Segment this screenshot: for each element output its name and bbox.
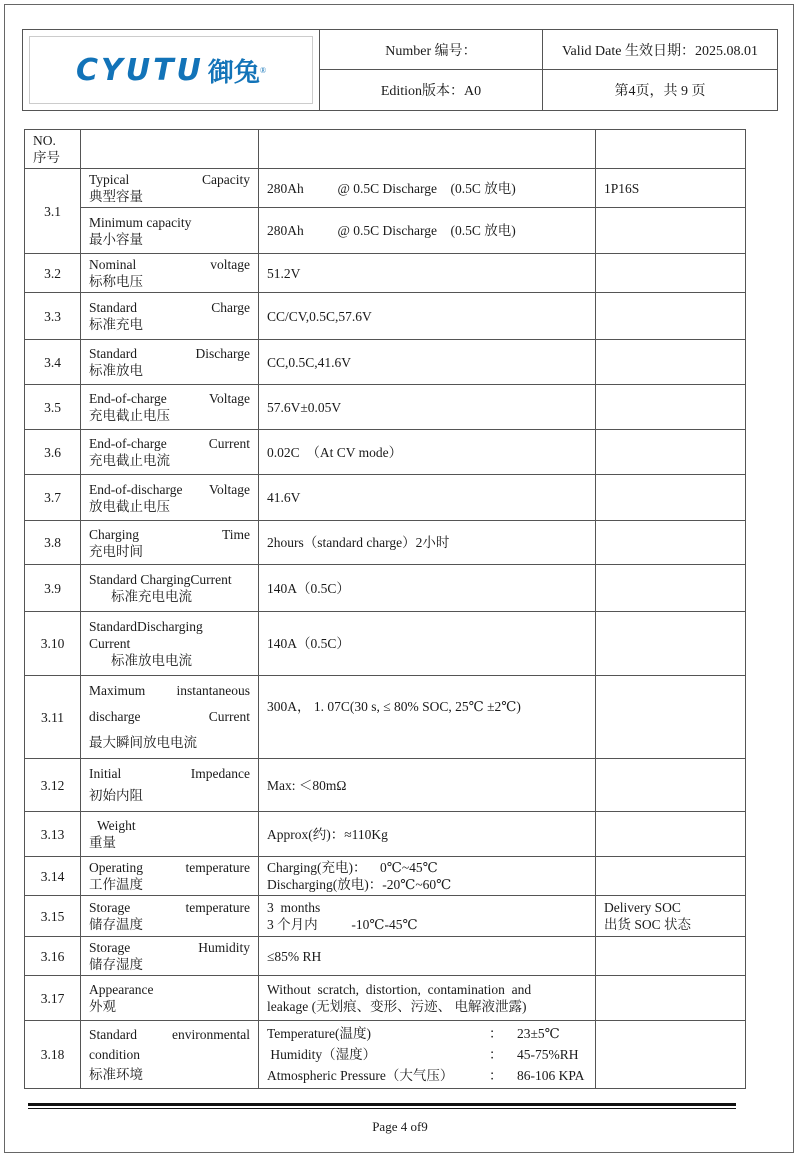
env-row: Temperature(温度) ： 23±5℃ bbox=[267, 1026, 560, 1041]
page-footer: Page 4 of9 bbox=[372, 1119, 428, 1134]
item-note: Delivery SOC 出货 SOC 状态 bbox=[596, 896, 746, 937]
item-value: 280Ah @ 0.5C Discharge (0.5C 放电) bbox=[259, 208, 596, 254]
row-number: 3.5 bbox=[25, 385, 81, 430]
row-number: 3.11 bbox=[25, 676, 81, 759]
item-label: Standard Charge 标准充电 bbox=[81, 293, 259, 340]
table-row bbox=[25, 612, 746, 676]
item-value: 41.6V bbox=[259, 475, 596, 521]
item-value: ≤85% RH bbox=[259, 937, 596, 976]
document-number: Number 编号： bbox=[320, 30, 542, 70]
table-row bbox=[25, 340, 746, 385]
item-note: 1P16S bbox=[596, 169, 746, 208]
table-row bbox=[25, 759, 746, 812]
item-value: CC/CV,0.5C,57.6V bbox=[259, 293, 596, 340]
env-row: Atmospheric Pressure（大气压） ： 86-106 KPA bbox=[267, 1068, 585, 1083]
item-value: Approx(约)：≈110Kg bbox=[259, 812, 596, 857]
table-row bbox=[25, 812, 746, 857]
item-value: 140A（0.5C） bbox=[259, 612, 596, 676]
row-number: 3.15 bbox=[25, 896, 81, 937]
table-row bbox=[25, 896, 746, 937]
row-number: 3.7 bbox=[25, 475, 81, 521]
row-number: 3.18 bbox=[25, 1021, 81, 1089]
table-row bbox=[25, 254, 746, 293]
row-number: 3.17 bbox=[25, 976, 81, 1021]
item-label: Operating temperature 工作温度 bbox=[81, 857, 259, 896]
item-value: 300A， 1. 07C(30 s, ≤ 80% SOC, 25℃ ±2℃) bbox=[259, 676, 596, 759]
row-number: 3.8 bbox=[25, 521, 81, 565]
logo-text: CYUTU bbox=[75, 52, 204, 88]
row-number: 3.4 bbox=[25, 340, 81, 385]
table-row bbox=[25, 385, 746, 430]
item-label: StandardDischarging Current 标准放电电流 bbox=[81, 612, 259, 676]
header-no: NO. 序号 bbox=[25, 130, 81, 169]
table-row bbox=[25, 475, 746, 521]
row-number: 3.6 bbox=[25, 430, 81, 475]
row-number: 3.10 bbox=[25, 612, 81, 676]
item-value: 3 months 3 个月内 -10℃-45℃ bbox=[259, 896, 596, 937]
document-header bbox=[22, 29, 778, 111]
page-info: 第4页，共 9 页 bbox=[542, 70, 777, 110]
item-label: Standard Discharge 标准放电 bbox=[81, 340, 259, 385]
footer-rule-thick bbox=[28, 1103, 736, 1106]
item-label: End-of-charge Voltage 充电截止电压 bbox=[81, 385, 259, 430]
item-label: Storage Humidity 储存湿度 bbox=[81, 937, 259, 976]
item-label: Weight 重量 bbox=[81, 812, 259, 857]
item-label: Charging Time 充电时间 bbox=[81, 521, 259, 565]
row-number: 3.16 bbox=[25, 937, 81, 976]
item-label: End-of-discharge Voltage 放电截止电压 bbox=[81, 475, 259, 521]
footer-rule-thin bbox=[28, 1108, 736, 1109]
row-number: 3.14 bbox=[25, 857, 81, 896]
item-label: Typical Capacity 典型容量 bbox=[81, 169, 259, 208]
item-value: Max: ＜80mΩ bbox=[259, 759, 596, 812]
table-row bbox=[25, 676, 746, 759]
logo-registered-mark: ® bbox=[259, 65, 267, 75]
item-value: 280Ah @ 0.5C Discharge (0.5C 放电) bbox=[259, 169, 596, 208]
item-label: Minimum capacity 最小容量 bbox=[81, 208, 259, 254]
item-value: 0.02C （At CV mode） bbox=[259, 430, 596, 475]
row-number: 3.12 bbox=[25, 759, 81, 812]
table-row bbox=[25, 169, 746, 208]
table-header-row bbox=[25, 130, 746, 169]
logo-cn: 御兔 bbox=[207, 57, 260, 88]
row-number: 3.1 bbox=[25, 169, 81, 254]
row-number: 3.3 bbox=[25, 293, 81, 340]
item-value: Without scratch, distortion, contamination and leakage (无划痕、变形、污迹、 电解液泄露) bbox=[259, 976, 596, 1021]
table-row bbox=[25, 293, 746, 340]
row-number: 3.9 bbox=[25, 565, 81, 612]
row-number: 3.2 bbox=[25, 254, 81, 293]
table-row bbox=[25, 430, 746, 475]
valid-date: Valid Date 生效日期：2025.08.01 bbox=[542, 30, 777, 70]
item-value: 2hours（standard charge）2小时 bbox=[259, 521, 596, 565]
item-label: Standard ChargingCurrent 标准充电电流 bbox=[81, 565, 259, 612]
item-value bbox=[259, 1021, 596, 1089]
env-row: Humidity（湿度） ： 45-75%RH bbox=[267, 1047, 579, 1062]
table-row bbox=[25, 976, 746, 1021]
table-row bbox=[25, 208, 746, 254]
logo-cell bbox=[23, 30, 320, 110]
table-row bbox=[25, 857, 746, 896]
item-value: 140A（0.5C） bbox=[259, 565, 596, 612]
item-label: Initial Impedance 初始内阻 bbox=[81, 759, 259, 812]
spec-table bbox=[24, 129, 746, 1089]
row-number: 3.13 bbox=[25, 812, 81, 857]
table-row bbox=[25, 1021, 746, 1089]
edition: Edition版本：A0 bbox=[380, 84, 482, 99]
item-value: Charging(充电)： 0℃~45℃ Discharging(放电)：-20℃~60℃ bbox=[259, 857, 596, 896]
item-label: Storage temperature 储存温度 bbox=[81, 896, 259, 937]
company-logo bbox=[29, 36, 313, 104]
header-info-grid bbox=[320, 30, 777, 110]
item-value: 51.2V bbox=[259, 254, 596, 293]
table-row bbox=[25, 565, 746, 612]
item-label: Appearance 外观 bbox=[81, 976, 259, 1021]
item-label: Standard environmental condition 标准环境 bbox=[81, 1021, 259, 1089]
item-label: End-of-charge Current 充电截止电流 bbox=[81, 430, 259, 475]
table-row bbox=[25, 937, 746, 976]
table-row bbox=[25, 521, 746, 565]
item-label: Nominal voltage 标称电压 bbox=[81, 254, 259, 293]
item-value: CC,0.5C,41.6V bbox=[259, 340, 596, 385]
item-label: Maximum instantaneous discharge Current 最大瞬间放电电流 bbox=[81, 676, 259, 759]
item-value: 57.6V±0.05V bbox=[259, 385, 596, 430]
